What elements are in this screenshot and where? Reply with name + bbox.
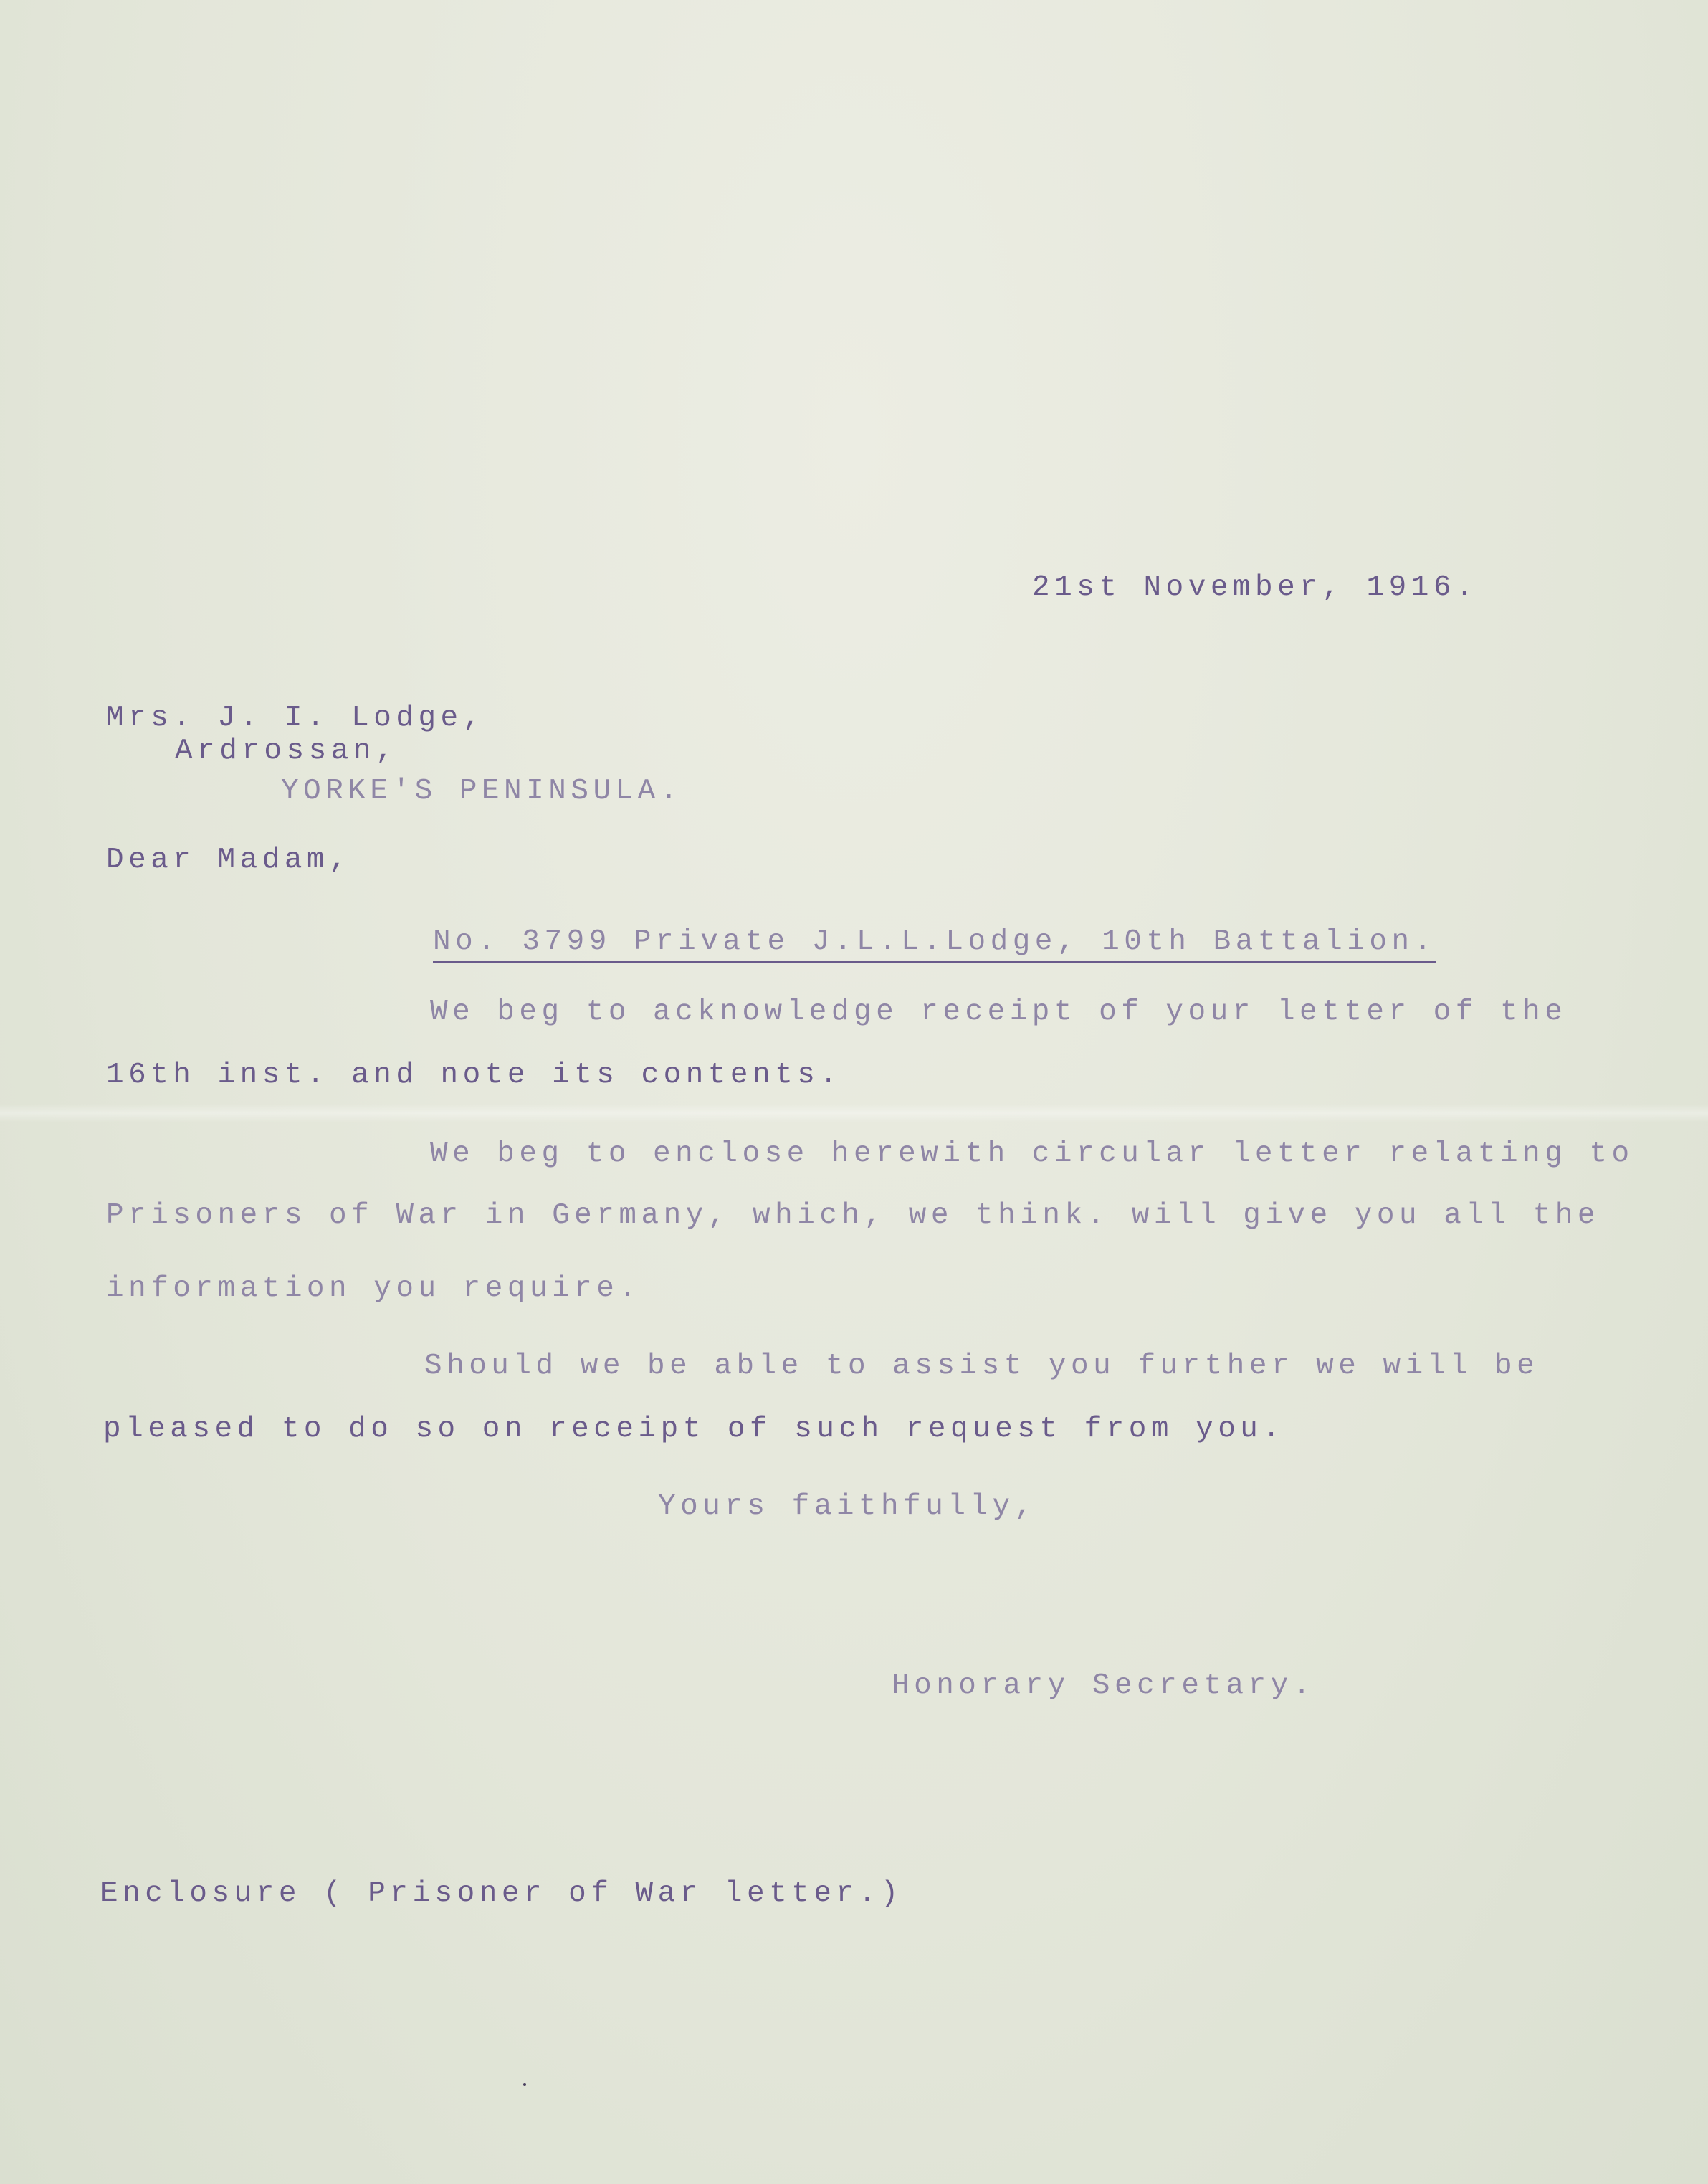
paragraph-2-line-1: We beg to enclose herewith circular letter relating to xyxy=(430,1138,1634,1170)
recipient-name: Mrs. J. I. Lodge, xyxy=(106,702,485,735)
paragraph-2-line-2: Prisoners of War in Germany, which, we think. will give you all the xyxy=(106,1199,1600,1232)
paragraph-2-line-3: information you require. xyxy=(106,1272,641,1305)
ink-speck xyxy=(523,2083,526,2086)
subject-line: No. 3799 Private J.L.L.Lodge, 10th Battalion. xyxy=(433,928,1436,963)
paper-fold-crease xyxy=(0,1104,1708,1122)
paragraph-3-line-2: pleased to do so on receipt of such request from you. xyxy=(103,1413,1285,1446)
paragraph-1-line-1: We beg to acknowledge receipt of your letter of the xyxy=(430,996,1568,1029)
paragraph-1-line-2: 16th inst. and note its contents. xyxy=(106,1059,842,1092)
enclosure-note: Enclosure ( Prisoner of War letter.) xyxy=(100,1877,903,1910)
closing: Yours faithfully, xyxy=(658,1490,1037,1523)
salutation: Dear Madam, xyxy=(106,844,352,877)
signature-title: Honorary Secretary. xyxy=(892,1669,1315,1702)
letter-date: 21st November, 1916. xyxy=(1032,571,1479,604)
recipient-region: YORKE'S PENINSULA. xyxy=(281,775,682,808)
paragraph-3-line-1: Should we be able to assist you further we will be xyxy=(424,1350,1540,1383)
recipient-town: Ardrossan, xyxy=(175,735,399,768)
